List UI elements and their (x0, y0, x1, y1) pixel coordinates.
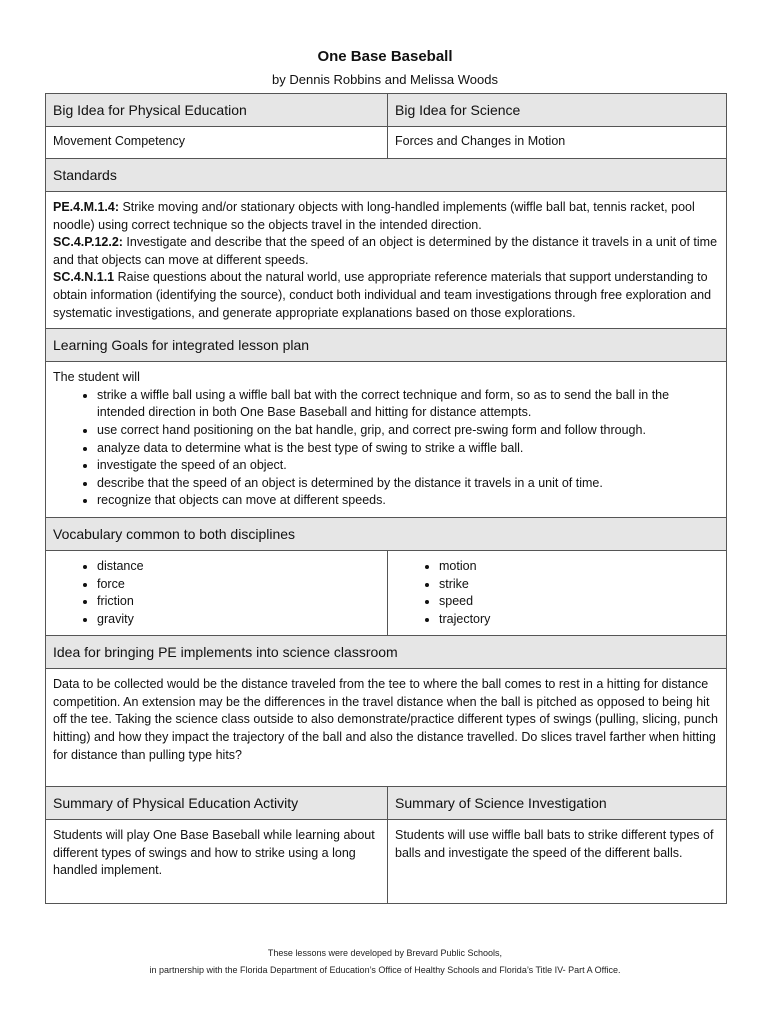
list-item: • force (97, 576, 380, 594)
learning-goals-intro: The student will (53, 370, 140, 385)
science-summary-body: Students will use wiffle ball bats to strike different types of balls and investigate the speed of the different balls. (388, 820, 727, 904)
standard-text: Investigate and describe that the speed of an object is determined by the distance it travels in a unit of time and that objects can move at different speeds. (53, 235, 718, 267)
vocabulary-list-left (53, 558, 380, 628)
document-authors: by Dennis Robbins and Melissa Woods (272, 72, 498, 87)
list-item: • strike a wiffle ball using a wiffle ball bat with the correct technique and form, so as to send the ball in the intended direction in both One Base Baseball and hitting for distance attempts. (97, 387, 719, 422)
standard-code: SC.4.P.12.2: (53, 235, 123, 250)
list-item: • recognize that objects can move at different speeds. (97, 492, 719, 510)
list-item: • speed (439, 593, 719, 611)
vocabulary-list-right (395, 558, 719, 628)
list-item: • investigate the speed of an object. (97, 457, 719, 475)
science-big-idea-header: Big Idea for Science (388, 94, 727, 127)
standard-code: PE.4.M.1.4: (53, 200, 119, 214)
list-item: • trajectory (439, 611, 719, 629)
idea-body: Data to be collected would be the distance traveled from the tee to where the ball comes to rest in a hitting for distance competition. An extension may be the differences in the travel distance when the ball is pitched as opposed to being hit off the tee. Taking the science class outside to also demonstrate/practice different types of swings (pulling, slicing, punch hitting) and how they impact the trajectory of the ball and also the distance travelled. Do slices travel farther when hitting for distance than pulling type hits? (46, 669, 727, 787)
standard-text: Strike moving and/or stationary objects with long-handled implements (wiffle ball bat, tennis racket, pool noodle) using correct technique so the objects travel in the intended direction. (53, 200, 695, 232)
standard-item (53, 199, 719, 234)
footer-line-2: in partnership with the Florida Department of Education’s Office of Healthy Schools and Florida’s Title IV- Part A Office. (149, 965, 621, 975)
list-item: • analyze data to determine what is the best type of swing to strike a wiffle ball. (97, 440, 719, 458)
pe-summary-body: Students will play One Base Baseball while learning about different types of swings and how to strike using a long handled implement. (46, 820, 388, 904)
pe-summary-header: Summary of Physical Education Activity (46, 787, 388, 820)
learning-goals-body (46, 362, 727, 518)
standard-item (53, 269, 719, 322)
pe-big-idea-value: Movement Competency (46, 127, 388, 159)
standards-body (46, 192, 727, 329)
lesson-plan-table (45, 93, 727, 904)
standard-text: Raise questions about the natural world, use appropriate reference materials that support understanding to obtain information (identifying the source), conduct both individual and team investigations through free exploration and systematic investigations, and generate appropriate explanations based on those explorations. (53, 270, 712, 320)
list-item: • distance (97, 558, 380, 576)
list-item: • use correct hand positioning on the bat handle, grip, and correct pre-swing form and follow through. (97, 422, 719, 440)
science-summary-header: Summary of Science Investigation (388, 787, 727, 820)
standard-item (53, 234, 719, 269)
list-item: • motion (439, 558, 719, 576)
list-item: • friction (97, 593, 380, 611)
vocabulary-left (46, 550, 388, 635)
learning-goals-header: Learning Goals for integrated lesson plan (46, 329, 727, 362)
list-item: • describe that the speed of an object is determined by the distance it travels in a unit of time. (97, 475, 719, 493)
standards-header: Standards (46, 159, 727, 192)
learning-goals-list (53, 387, 719, 510)
document-title: One Base Baseball (317, 48, 453, 65)
idea-header: Idea for bringing PE implements into science classroom (46, 636, 727, 669)
list-item: • strike (439, 576, 719, 594)
list-item: • gravity (97, 611, 380, 629)
vocabulary-header: Vocabulary common to both disciplines (46, 517, 727, 550)
science-big-idea-value: Forces and Changes in Motion (388, 127, 727, 159)
standard-code: SC.4.N.1.1 (53, 270, 115, 285)
footer-line-1: These lessons were developed by Brevard Public Schools, (267, 948, 503, 958)
vocabulary-right (388, 550, 727, 635)
pe-big-idea-header: Big Idea for Physical Education (46, 94, 388, 127)
